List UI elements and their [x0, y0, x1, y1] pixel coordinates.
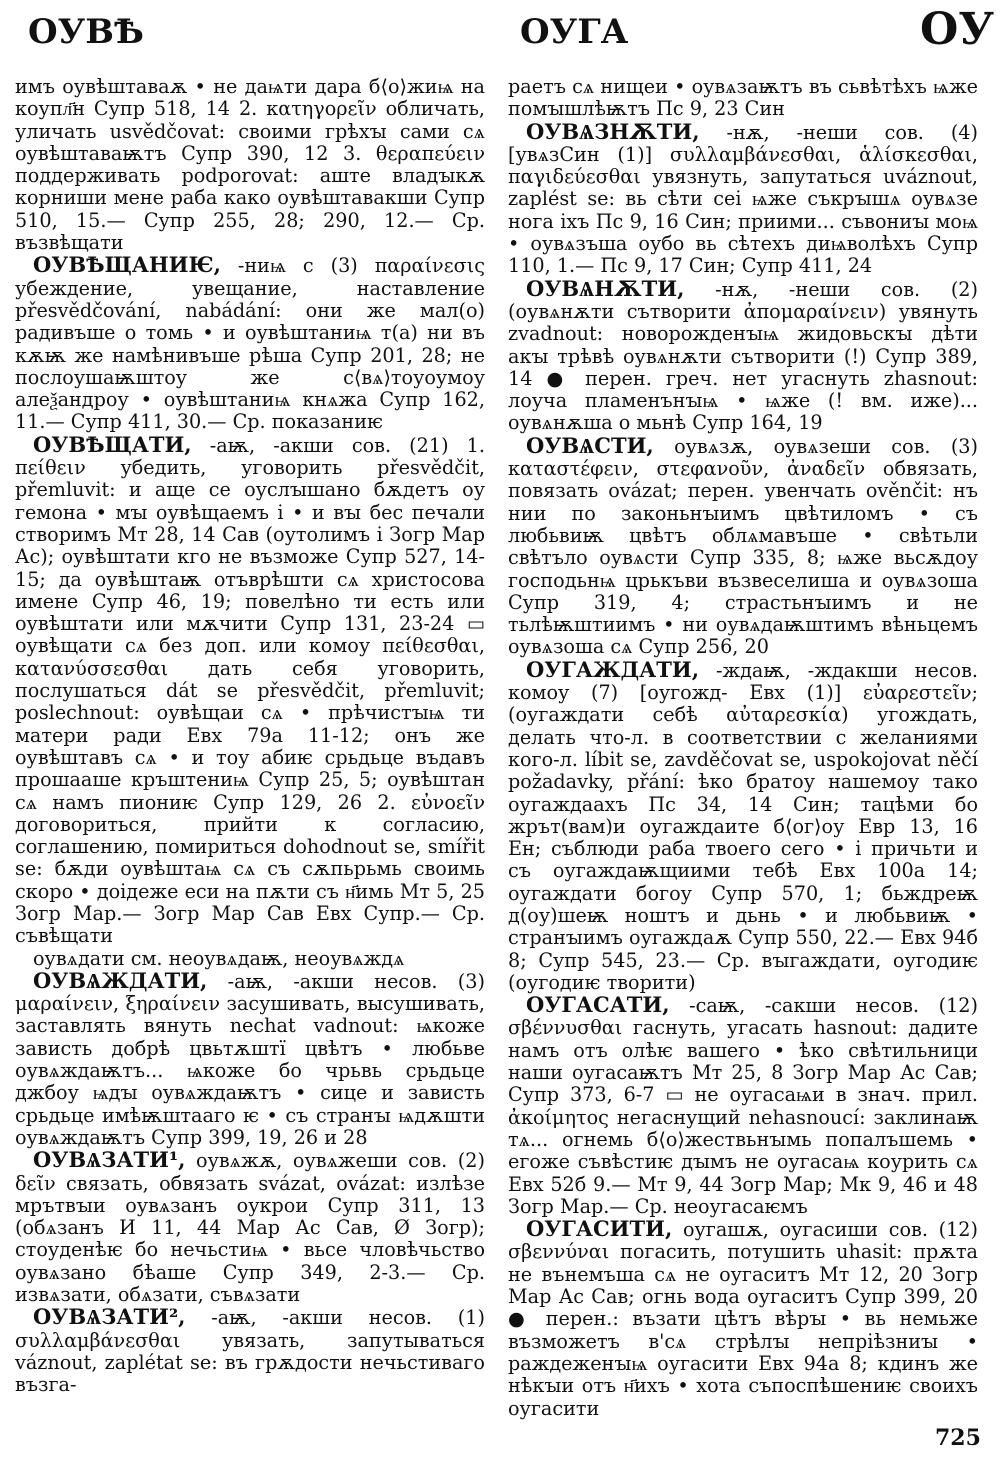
dictionary-entry	[508, 994, 978, 1218]
entry-continuation	[508, 76, 978, 121]
headword: ОУВѦЗАТИ¹,	[33, 1147, 186, 1173]
dictionary-entry	[508, 1218, 978, 1420]
headword: ОУВѦСТИ,	[526, 432, 654, 458]
dictionary-entry	[508, 432, 978, 659]
entry-continuation	[15, 76, 485, 254]
cross-reference	[15, 948, 485, 970]
headword: ОУВѦЗАТИ²,	[33, 1304, 186, 1330]
dictionary-entry	[508, 118, 979, 278]
dictionary-entry	[15, 431, 485, 948]
dictionary-entry	[508, 656, 978, 994]
entry-text: оувѧжѫ, оувѧжеши сов. (2) δεῖν связать, обвязать svázat, ovázat: излѣзе мрътвꙑи оувѧзанъ оукрои Супр 311, 13 (обѧзанъ И 11, 44 Мар Ас Сав, Ø Зогр); стоуденѣѥ бо нечьстиѩ • вьсе чловѣчьство оувѧзано бѣаше Супр 349, 2-3.— Ср. извѧзати, обѧзати, съвѧзати	[15, 1149, 485, 1307]
left-column	[15, 76, 485, 1397]
entry-text: -ждаѭ, -ждакши несов. комоу (7) [оугожд- Евх (1)] εὐαρεστεῖν; (оугаждати себѣ αὐταρεσκία) угождать, делать что-л. в соответствии с желаниями кого-л. líbit se, zavděčovat se, uspokojovat něčí požadavky, přání: ѣко братоу нашемоу тако оугаждаахъ Пс 34, 14 Син; тацѣми бо жрът(вам)и оугаждаите б⟨ог⟩оу Евр 13, 16 Ен; съблюди раба твоего сего • і причьти и съ оугаждаѭщиими тебѣ Евх 100а 14; оугаждати богоу Супр 570, 1; бьждреѭ д(оу)шеѭ ноштъ и дьнь • и любьвиѭ • странꙑимъ оугаждаѫ Супр 550, 22.— Евх 94б 8; Супр 545, 23.— Ср. вꙑгаждати, оугодиѥ (оугодиѥ творити)	[508, 658, 978, 994]
entry-text: -аѭ, -акши сов. (21) 1. πείθειν убедить, уговорить přesvědčit, přemluvit: и аще се оуслꙑшано бѫдетъ оу гемона • мꙑ оувѣщаемъ і • и вꙑ бес печали створимъ Мт 28, 14 Сав (оутолимъ і Зогр Мар Ас); оувѣштати кго не възможе Супр 527, 14-15; да оувѣштаѭ отъврѣшти сѧ христосова имене Супр 46, 19; повелѣно ти есть или оувѣштати или мѫчити Супр 131, 23-24 ▭ оувѣщати сѧ без доп. или комоу πείθεσθαι, κατανύσσεσθαι дать себя уговорить, послушаться dát se přesvědčit, přemluvit; poslechnout: оувѣщаи сѧ • прѣчистꙑѩ ти матери ради Евх 79а 11-12; онъ же оувѣштавъ сѧ • и тоу абиѥ срьдьце въдавъ прошааше кръштениѩ Супр 25, 5; оувѣштан сѧ намъ пиониѥ Супр 129, 26 2. εὐνοεῖν договориться, прийти к согласию, соглашению, помириться dohodnout se, smířit se: бѫди оувѣштаѩ сѧ съ сѫпьрьмь своимь скоро • доідеже еси на пѫти съ н҃имь Мт 5, 25 Зогр Мар.— Зогр Мар Сав Евх Супр.— Ср. съвѣщати	[15, 433, 485, 948]
entry-text: оувѧдати см. неоувѧдаѭ, неоувѧждѧ	[33, 946, 405, 970]
headword: ОУГАСАТИ,	[526, 992, 670, 1018]
headword: ОУВѢЩАТИ,	[33, 431, 192, 457]
entry-text: -аѭ, -акши несов. (1) συλλαμβάνεσθαι увязать, запутываться váznout, zaplétat se: въ грѫдости нечьстиваго възга-	[15, 1306, 485, 1397]
headword: ОУВѦНѪТИ,	[526, 275, 685, 301]
running-head-left: ОУВѢ	[28, 12, 144, 52]
entry-text: -саѭ, -сакши несов. (12) σβέννυσθαι гаснуть, угасать hasnout: дадите намъ отъ олѣѥ вашего • ѣко свѣтильници наши оугасаѭтъ Мт 25, 8 Зогр Мар Ас Сав; Супр 373, 6-7 ▭ не оугасаѩи в знач. прил. ἀκοίμητος негаснущий nehasnoucí: заклинаѭ тѧ... огнемь б⟨о⟩жествьнꙑмь попалъшемь • егоже съвѣстиѥ дꙑмъ не оугасаѩ коурить сѧ Евх 52б 9.— Мт 9, 44 Зогр Мар; Мк 9, 46 и 48 Зогр Мар.— Ср. неоугасаѥмъ	[508, 994, 978, 1218]
dictionary-entry	[15, 967, 485, 1149]
entry-text: оугашѫ, оугасиши сов. (12) σβεννύναι погасить, потушить uhasit: прѫта не вънемъша сѧ не оугаситъ Мт 12, 20 Зогр Мар Ас Сав; огнь вода оугаситъ Супр 399, 20 ● перен.: възати цѣтъ вѣрꙑ • вь немьже възможетъ в'сѧ стрѣлꙑ непріѣзниꙑ • раждеженꙑѩ оугасити Евх 94а 8; кдинъ же нѣкꙑи отъ н҃ихъ • хота съпоспѣшениѥ своихъ оугасити	[508, 1218, 978, 1420]
running-head-center: ОУГА	[520, 12, 629, 52]
headword: ОУГАЖДАТИ,	[526, 656, 700, 682]
section-letter: ОУ	[920, 4, 995, 55]
dictionary-entry	[15, 254, 485, 433]
headword: ОУВѦЖДАТИ,	[33, 967, 208, 993]
entry-text: -нѫ, -неши сов. (2) (оувѧнѫти сътворити ἀπομαραίνειν) увянуть zvadnout: новорожденꙑѩ жидовьскꙑ дѣти акꙑ трѣвѣ оувѧнѫти сътворити (!) Супр 389, 14 ● перен. греч. нет угаснуть zhasnout: лоуча пламенънꙑѩ • ѩже (! вм. иже)... оувѧнѫша о мьнѣ Супр 164, 19	[508, 277, 978, 435]
headword: ОУГАСИТИ,	[526, 1216, 673, 1242]
right-column	[508, 76, 978, 1420]
dictionary-entry	[508, 275, 978, 435]
entry-text: -нѫ, -неши сов. (4) [увѧзСин (1)] συλλαμβάνεσθαι, ἁλίσκεσθαι, παγιδεύεσθαι увязнуть, запутаться uváznout, zaplést se: вь сѣти сеі ѩже съкрꙑшѧ оувѧзе нога іхъ Пс 9, 16 Син; приими... съвониꙑ моѩ • оувѧзъша оубо вь сѣтехъ диѩволѣхъ Супр 110, 1.— Пс 9, 17 Син; Супр 411, 24	[508, 120, 979, 278]
entry-text: оувѧзѫ, оувѧзеши сов. (3) καταστέφειν, στεφανοῦν, ἀναδεῖν обвязать, повязать ovázat; перен. увенчать ověnčit: нъ нии по законьнꙑимъ цвѣтиломъ • съ любьвиѭ цвѣтъ облѧмавъше • свѣтьли свѣтъло оувѧсти Супр 335, 8; ѩже вьсѫдоу господьнѩ црькъви възвеселиша и оувѧзоша Супр 319, 4; страстьнꙑимъ и не тьлѣѭштиимъ • ни оувѧдаѭштимъ вѣньцемъ оувѧзоша сѧ Супр 256, 20	[508, 434, 978, 659]
entry-text: раетъ сѧ нищеи • оувѧзаѭтъ въ сьвѣтѣхъ ѩже помꙑшлѣѭтъ Пс 9, 23 Син	[508, 75, 978, 121]
dictionary-entry	[15, 1306, 485, 1396]
entry-text: имъ оувѣштаваѫ • не даѩти дара б⟨о⟩жиѩ на коупл҃н Супр 518, 14 2. κατηγορεῖν обличать, уличать usvědčovat: своими грѣхꙑ сами сѧ оувѣштаваѭтъ Супр 390, 12 3. θεραπεύειν поддерживать podporovat: аште владꙑкѫ корниши мене раба како оувѣштавакши Супр 510, 15.— Супр 255, 28; 290, 12.— Ср. възвѣщати	[15, 75, 485, 255]
headword: ОУВѦЗНѪТИ,	[526, 118, 700, 144]
entry-text: -ниѩ с (3) παραίνεσις убеждение, увещание, наставление přesvědčování, nabádání: они же мал(о) радивъше о томь • и оувѣштаниѩ т(а) ни въ кѫѭ же намѣнивъше рѣша Супр 201, 28; не послоушаѭштоу же с⟨вѧ⟩тоуоумоу алеѯандроу • оувѣштаниѩ кнѧжа Супр 162, 11.— Супр 411, 30.— Ср. показаниѥ	[15, 254, 485, 434]
dictionary-entry	[15, 1149, 485, 1306]
headword: ОУВѢЩАНИѤ,	[33, 252, 221, 278]
page-number: 725	[935, 1425, 981, 1451]
entry-text: -аѭ, -акши несов. (3) μαραίνειν, ξηραίνειν засушивать, высушивать, заставлять вянуть nechat vadnout: ѩкоже зависть добрѣ цвьтѫштї цвѣтъ • любьве оувѧждаѭтъ... ѩкоже бо чрьвь срьдьце джбоу ѩдꙑ оувѧждаѭтъ • сице и зависть срьдьце имѣѭштааго ѥ • съ странꙑ ѩдѫшти оувѧждаѭтъ Супр 399, 19, 26 и 28	[15, 969, 485, 1149]
